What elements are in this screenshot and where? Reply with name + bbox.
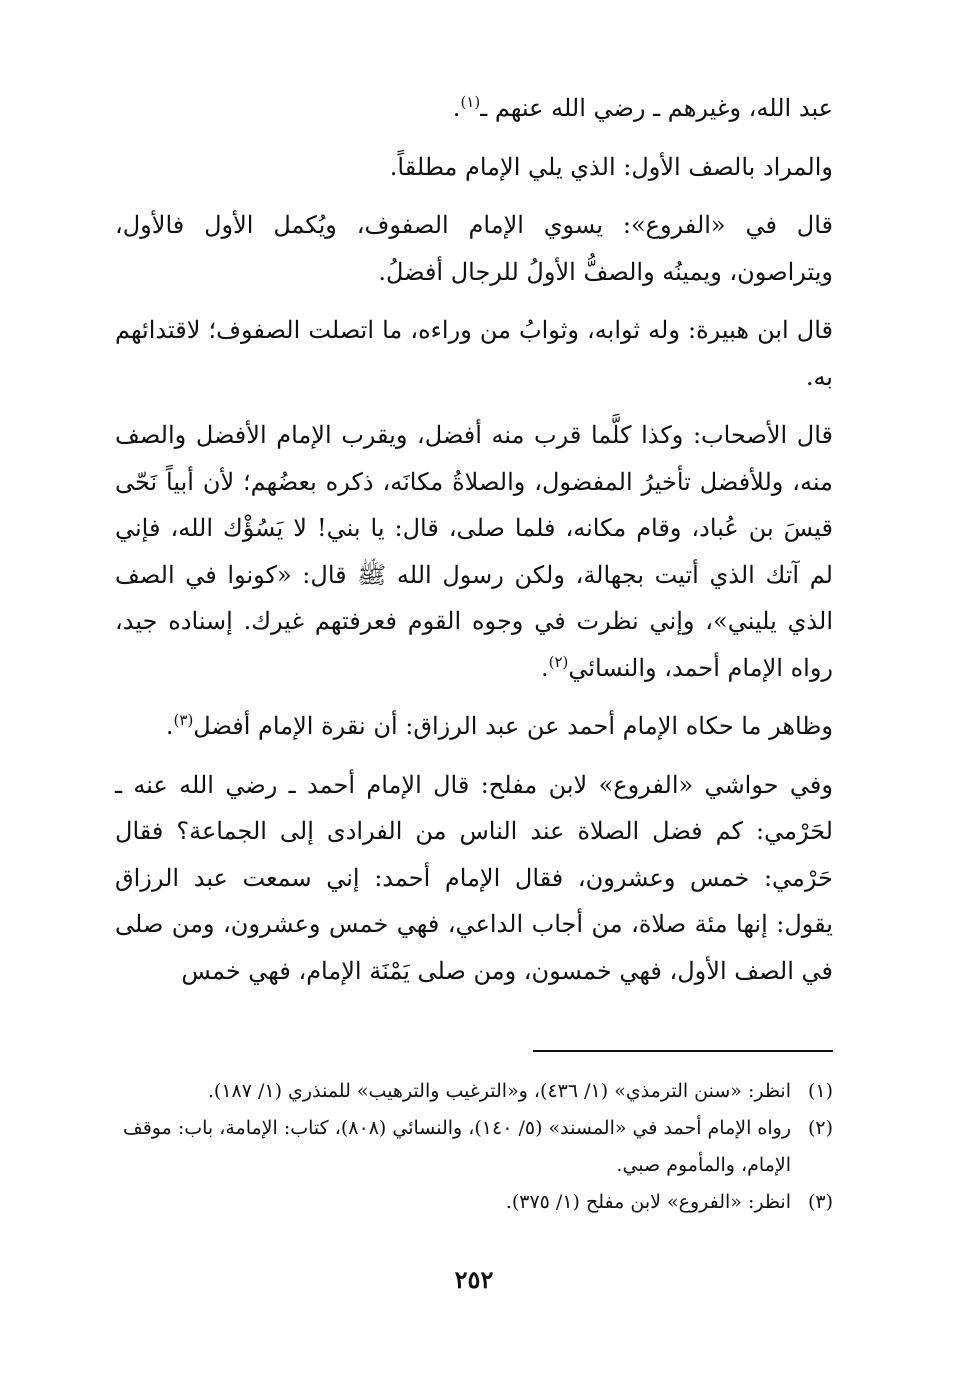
- footnote-2: [115, 1110, 833, 1184]
- paragraph-3: قال في «الفروع»: يسوي الإمام الصفوف، ويُكمل الأول فالأول، ويتراصون، ويمينُه والصفُّ الأولُ للرجال أفضلُ.: [115, 211, 833, 286]
- footnote-ref-3: (٣): [173, 711, 194, 729]
- footnote-3: [115, 1184, 833, 1221]
- footnote-text: رواه الإمام أحمد في «المسند» (٥/ ١٤٠)، والنسائي (٨٠٨)، كتاب: الإمامة، باب: موقف الإمام، والمأموم صبي.: [123, 1117, 791, 1176]
- footnote-ref-2: (٢): [548, 652, 569, 671]
- footnote-number: (٣): [807, 1191, 833, 1213]
- paragraph-7: وفي حواشي «الفروع» لابن مفلح: قال الإمام أحمد ـ رضي الله عنه ـ لحَرْمي: كم فضل الصلاة عند الناس من الفرادى إلى الجماعة؟ فقال حَرْمي: خمس وعشرون، فقال الإمام أحمد: إني سمعت عبد الرزاق يقول: إنها مئة صلاة، من أجاب الداعي، فهي خمس وعشرون، ومن صلى في الصف الأول، فهي خمسون، ومن صلى يَمْنَة الإمام، فهي خمس: [115, 770, 833, 985]
- footnote-text: انظر: «الفروع» لابن مفلح (١/ ٣٧٥).: [505, 1191, 791, 1213]
- footnote-ref-1: (١): [460, 93, 481, 111]
- paragraph-6-text: وظاهر ما حكاه الإمام أحمد عن عبد الرزاق: أن نقرة الإمام أفضل: [193, 712, 833, 740]
- paragraph-2: والمراد بالصف الأول: الذي يلي الإمام مطلقاً.: [389, 152, 833, 181]
- footnotes: [115, 1073, 833, 1221]
- footnote-1: [115, 1073, 833, 1110]
- paragraph-6-end: .: [165, 712, 174, 740]
- paragraph-1-text: عبد الله، وغيرهم ـ رضي الله عنهم ـ: [480, 94, 833, 122]
- footnote-number: (١): [807, 1080, 833, 1102]
- paragraph-1-end: .: [452, 94, 461, 122]
- paragraph-5-end: .: [540, 653, 549, 682]
- book-page: [115, 85, 833, 1345]
- paragraph-1: [115, 85, 833, 132]
- page-number: ٢٥٢: [454, 1265, 494, 1294]
- footnote-number: (٢): [807, 1117, 833, 1139]
- paragraph-6: [115, 703, 833, 750]
- paragraph-4: قال ابن هبيرة: وله ثوابه، وثوابُ من وراءه، ما اتصلت الصفوف؛ لاقتدائهم به.: [115, 316, 833, 391]
- paragraph-5: [115, 412, 833, 691]
- footnote-divider: [533, 1050, 833, 1052]
- footnote-text: انظر: «سنن الترمذي» (١/ ٤٣٦)، و«الترغيب والترهيب» للمنذري (١/ ١٨٧).: [207, 1080, 791, 1102]
- paragraph-5-text: قال الأصحاب: وكذا كلَّما قرب منه أفضل، ويقرب الإمام الأفضل والصف منه، وللأفضل تأخيرُ المفضول، والصلاةُ مكانَه، ذكره بعضُهم؛ لأن أبياً نَحّى قيسَ بن عُباد، وقام مكانه، فلما صلى، قال: يا بني! لا يَسُؤْك الله، فإني لم آتك الذي أتيت بجهالة، ولكن رسول الله ﷺ قال: «كونوا في الصف الذي يليني»، وإني نظرت في وجوه القوم فعرفتهم غيرك. إسناده جيد، رواه الإمام أحمد، والنسائي: [115, 421, 833, 682]
